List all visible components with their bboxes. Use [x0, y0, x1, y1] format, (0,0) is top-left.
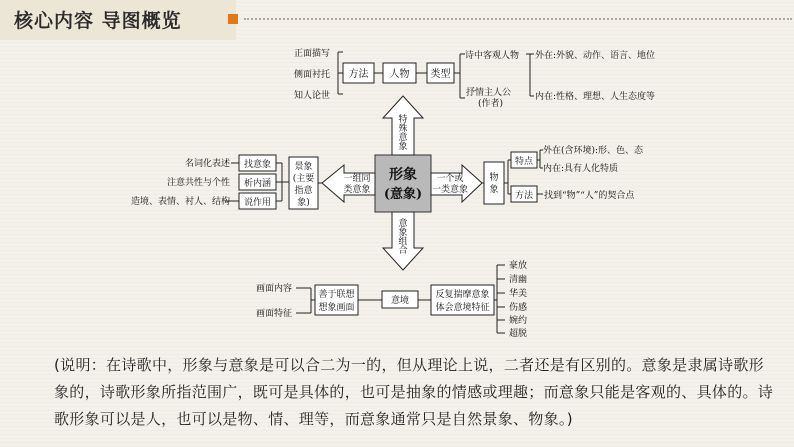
arrow-right-text-2: 一类意象	[431, 185, 469, 195]
bottom-repeat-text-1: 反复揣摩意象	[435, 290, 490, 300]
right-method-box-text: 方法	[514, 191, 534, 201]
top-type-a: 诗中客观人物	[465, 51, 520, 61]
left-item-2: 注意共性与个性	[166, 178, 230, 188]
explanation-caption: (说明：在诗歌中，形象与意象是可以合二为一的，但从理论上说，二者还是有区别的。意象是隶属诗歌形象的，诗歌形象所指范围广，既可是具体的，也可是抽象的情感或理趣；而意象只能是客观的、具体的。诗歌形象可以是人，也可以是物、情、理等，而意象通常只是自然景象、物象。)	[54, 356, 774, 428]
top-type-b-2: (作者)	[478, 99, 504, 109]
center-text-2: (意象)	[383, 187, 423, 202]
arrow-down-char-4: 合	[398, 246, 408, 256]
center-box	[375, 155, 431, 212]
top-person-box-text: 人物	[389, 69, 410, 80]
bottom-feature-1: 豪放	[509, 261, 528, 271]
left-effect-box-text: 说作用	[243, 198, 272, 208]
top-method-box-text: 方法	[348, 69, 369, 80]
bottom-feature-3: 华美	[509, 289, 528, 299]
right-feature-box-text: 特点	[514, 157, 534, 167]
bottom-assoc-text-1: 善于联想	[318, 290, 355, 300]
top-method-2: 侧面衬托	[294, 70, 331, 80]
left-analyze-box-text: 析内涵	[243, 179, 272, 189]
top-type-b-1: 抒情主人公	[466, 88, 512, 98]
arrow-up-char-1: 特	[398, 115, 408, 125]
bottom-repeat-text-2: 体会意境特征	[435, 303, 490, 313]
right-object-text-1: 物	[489, 173, 499, 183]
left-scene-text-2: (主要	[292, 174, 315, 184]
arrow-down-char-3: 组	[398, 237, 408, 247]
right-feature-inner: 内在:具有人化特质	[543, 164, 619, 174]
arrow-right-text-1: 一个或	[436, 174, 464, 184]
center-text-1: 形象	[389, 167, 417, 183]
arrow-up-char-3: 意	[398, 133, 408, 143]
top-type-box-text: 类型	[430, 69, 451, 80]
right-object-box	[484, 162, 504, 204]
left-scene-text-1: 景象	[294, 162, 313, 172]
bottom-label-1: 画面内容	[256, 284, 293, 294]
left-item-3: 造境、表情、衬人、结构	[130, 197, 230, 207]
page-title: 核心内容 导图概览	[14, 10, 182, 32]
right-method-desc: 找到“物”“人”的契合点	[544, 191, 635, 201]
bottom-feature-2: 清幽	[509, 275, 528, 285]
bottom-realm-box-text: 意境	[390, 296, 410, 306]
arrow-left-text-1: 一组同	[343, 174, 371, 184]
arrow-down-char-2: 象	[398, 228, 408, 238]
top-inner: 内在:性格、理想、人生态度等	[535, 92, 656, 102]
arrow-up-char-4: 象	[398, 142, 408, 152]
bottom-feature-5: 婉约	[509, 316, 528, 326]
left-item-1: 名词化表述	[184, 159, 230, 169]
right-feature-outer: 外在(含环境):形、色、态	[543, 146, 644, 156]
top-outer: 外在:外貌、动作、语言、地位	[535, 51, 656, 61]
arrow-up-char-2: 殊	[398, 124, 408, 134]
left-find-box-text: 找意象	[243, 160, 272, 170]
bottom-label-2: 画面特征	[256, 309, 293, 319]
arrow-down-char-1: 意	[398, 219, 408, 229]
bottom-assoc-text-2: 想象画面	[318, 303, 355, 313]
bottom-feature-4: 伤感	[509, 303, 528, 313]
left-scene-text-3: 指意	[294, 186, 313, 196]
top-method-3: 知人论世	[294, 91, 331, 101]
right-object-text-2: 象	[489, 185, 499, 195]
arrow-left-text-2: 类意象	[343, 185, 371, 195]
left-scene-text-4: 象)	[297, 198, 310, 208]
bottom-feature-6: 超脱	[509, 329, 528, 339]
top-method-1: 正面描写	[294, 49, 331, 59]
